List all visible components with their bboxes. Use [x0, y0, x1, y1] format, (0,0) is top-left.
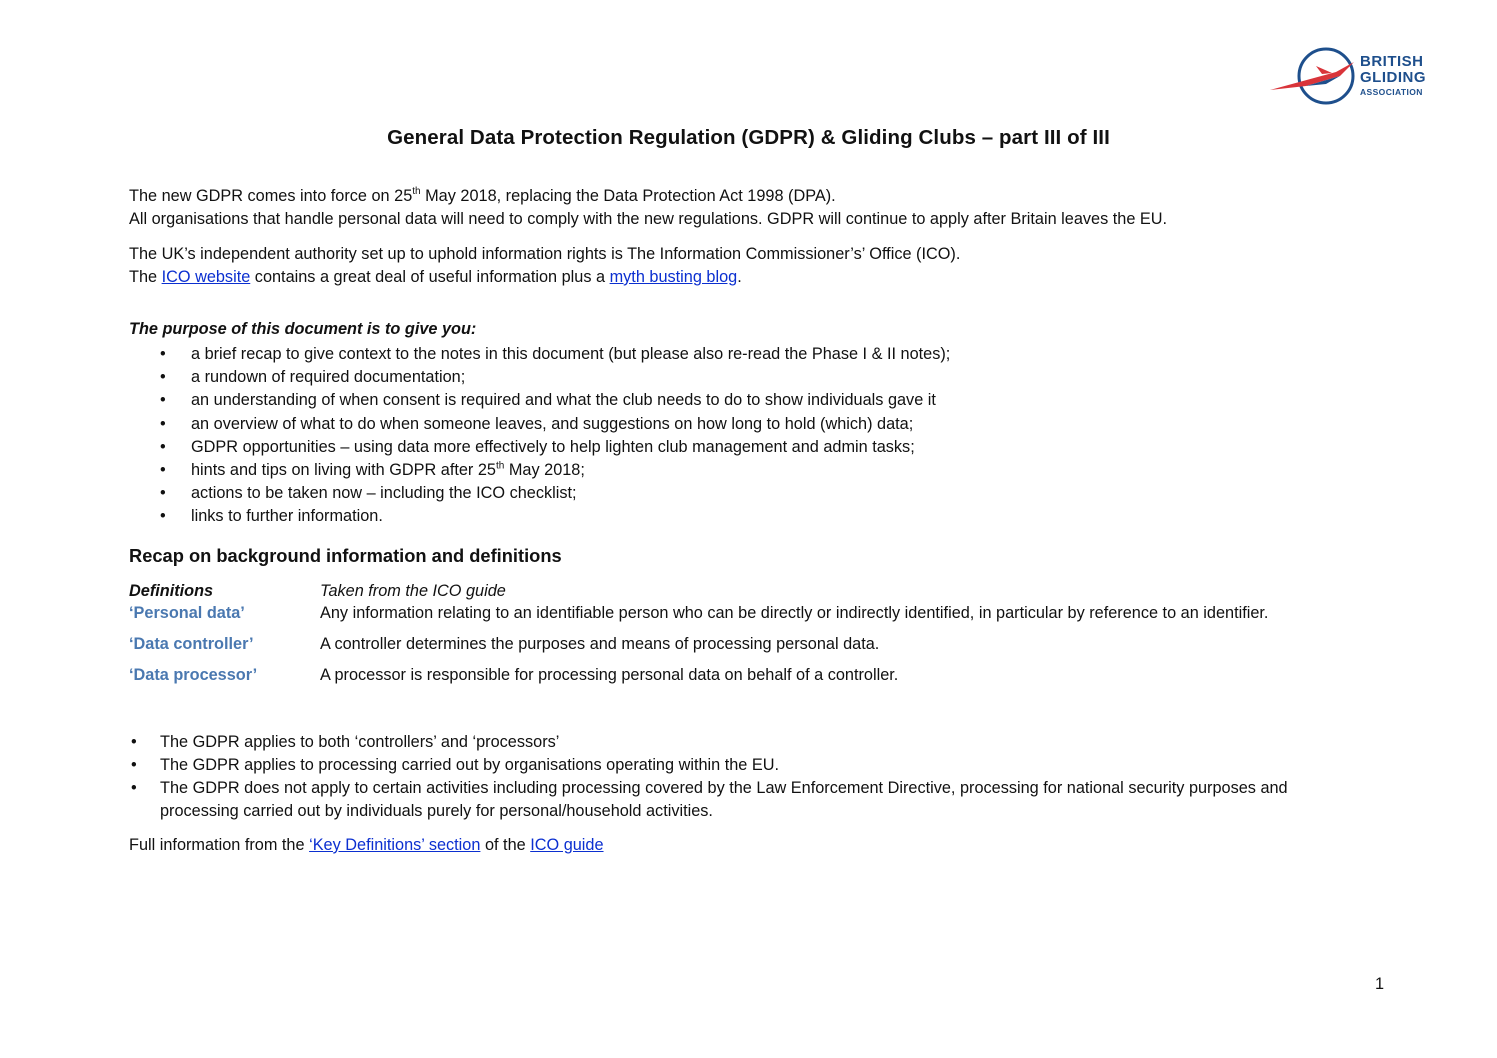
list-item-text: an overview of what to do when someone leaves, and suggestions on how long to hold (which) data; — [191, 414, 914, 433]
list-item-text: a rundown of required documentation; — [191, 368, 466, 387]
bullet-icon: • — [160, 391, 166, 410]
list-item — [160, 413, 950, 436]
bullet-icon: • — [131, 756, 137, 774]
list-item — [160, 389, 950, 412]
list-item-text: The GDPR applies to both ‘controllers’ and ‘processors’ — [160, 733, 560, 751]
list-item-text: The GDPR does not apply to certain activities including processing covered by the Law Enforcement Directive, processing for national security purposes and processing carried out by individuals purely for personal/household activities. — [160, 779, 1288, 820]
purpose-list — [160, 343, 950, 529]
full-info-line — [129, 834, 604, 857]
definition-term: ‘Data controller’ — [129, 635, 254, 653]
intro-text: . — [737, 268, 742, 286]
definitions-header-row — [129, 580, 1389, 602]
page-number: 1 — [1375, 975, 1385, 993]
bullet-icon: • — [131, 779, 137, 797]
definition-term: ‘Data processor’ — [129, 666, 258, 684]
list-item — [160, 436, 950, 459]
logo-line-3: ASSOCIATION — [1360, 87, 1423, 97]
definition-desc: A processor is responsible for processing personal data on behalf of a controller. — [320, 666, 899, 684]
bullet-icon: • — [160, 507, 166, 526]
list-item — [160, 343, 950, 366]
list-item-text: actions to be taken now – including the ICO checklist; — [191, 484, 577, 503]
bullet-icon: • — [160, 368, 166, 387]
superscript: th — [495, 460, 505, 472]
glider-logo-icon — [1266, 46, 1362, 106]
list-item — [129, 754, 1359, 777]
bga-logo — [1266, 46, 1436, 106]
intro-text: The new GDPR comes into force on 25 — [129, 187, 413, 205]
bullet-icon: • — [160, 345, 166, 363]
purpose-heading: The purpose of this document is to give you: — [129, 320, 477, 338]
list-item-text: a brief recap to give context to the notes in this document (but please also re-read the Phase I & II notes); — [191, 345, 951, 363]
list-item — [160, 505, 950, 528]
bullet-icon: • — [160, 461, 166, 480]
list-item-text: hints and tips on living with GDPR after 25 — [191, 461, 496, 480]
definitions-table — [129, 580, 1389, 686]
ico-guide-link[interactable]: ICO guide — [530, 836, 604, 854]
intro-text: contains a great deal of useful information plus a — [250, 268, 610, 286]
logo-line-2: GLIDING — [1360, 69, 1426, 86]
definition-row — [129, 602, 1389, 624]
logo-line-1: BRITISH — [1360, 53, 1424, 70]
definition-desc: A controller determines the purposes and means of processing personal data. — [320, 635, 880, 653]
definitions-header-term: Definitions — [129, 582, 214, 600]
definitions-header-desc: Taken from the ICO guide — [320, 582, 506, 600]
bullet-icon: • — [160, 414, 166, 433]
list-item — [160, 459, 950, 482]
bullet-icon: • — [131, 733, 137, 751]
list-item — [160, 366, 950, 389]
intro-para-2: All organisations that handle personal data will need to comply with the new regulations. GDPR will continue to apply after Britain leaves the EU. — [129, 210, 1168, 228]
list-item-text: GDPR opportunities – using data more effectively to help lighten club management and admin tasks; — [191, 437, 915, 456]
key-definitions-link[interactable]: ‘Key Definitions’ section — [309, 836, 481, 854]
intro-para-1 — [129, 185, 836, 208]
document-title: General Data Protection Regulation (GDPR) & Gliding Clubs – part III of III — [387, 126, 1110, 149]
full-info-text: of the — [480, 836, 531, 854]
logo-wordmark — [1360, 54, 1426, 97]
list-item-text: The GDPR applies to processing carried out by organisations operating within the EU. — [160, 756, 780, 774]
list-item — [129, 731, 1359, 754]
list-item-text: May 2018; — [504, 461, 585, 480]
definition-row — [129, 633, 1389, 655]
recap-heading: Recap on background information and definitions — [129, 545, 562, 566]
gdpr-notes-list — [129, 731, 1359, 823]
intro-para-3: The UK’s independent authority set up to uphold information rights is The Information Commissioner’s’ Office (ICO). — [129, 245, 961, 263]
intro-para-4 — [129, 266, 742, 289]
list-item — [160, 482, 950, 505]
list-item-text: an understanding of when consent is required and what the club needs to do to show individuals gave it — [191, 391, 936, 410]
definition-term: ‘Personal data’ — [129, 604, 245, 622]
superscript: th — [412, 185, 421, 197]
ico-website-link[interactable]: ICO website — [161, 268, 251, 286]
list-item-text: links to further information. — [191, 507, 383, 526]
list-item — [129, 777, 1359, 823]
intro-text: May 2018, replacing the Data Protection Act 1998 (DPA). — [420, 187, 836, 205]
full-info-text: Full information from the — [129, 836, 310, 854]
myth-busting-blog-link[interactable]: myth busting blog — [609, 268, 738, 286]
definition-desc: Any information relating to an identifiable person who can be directly or indirectly identified, in particular by reference to an identifier. — [320, 604, 1269, 622]
definition-row — [129, 664, 1389, 686]
bullet-icon: • — [160, 484, 166, 503]
bullet-icon: • — [160, 437, 166, 456]
intro-text: The — [129, 268, 162, 286]
